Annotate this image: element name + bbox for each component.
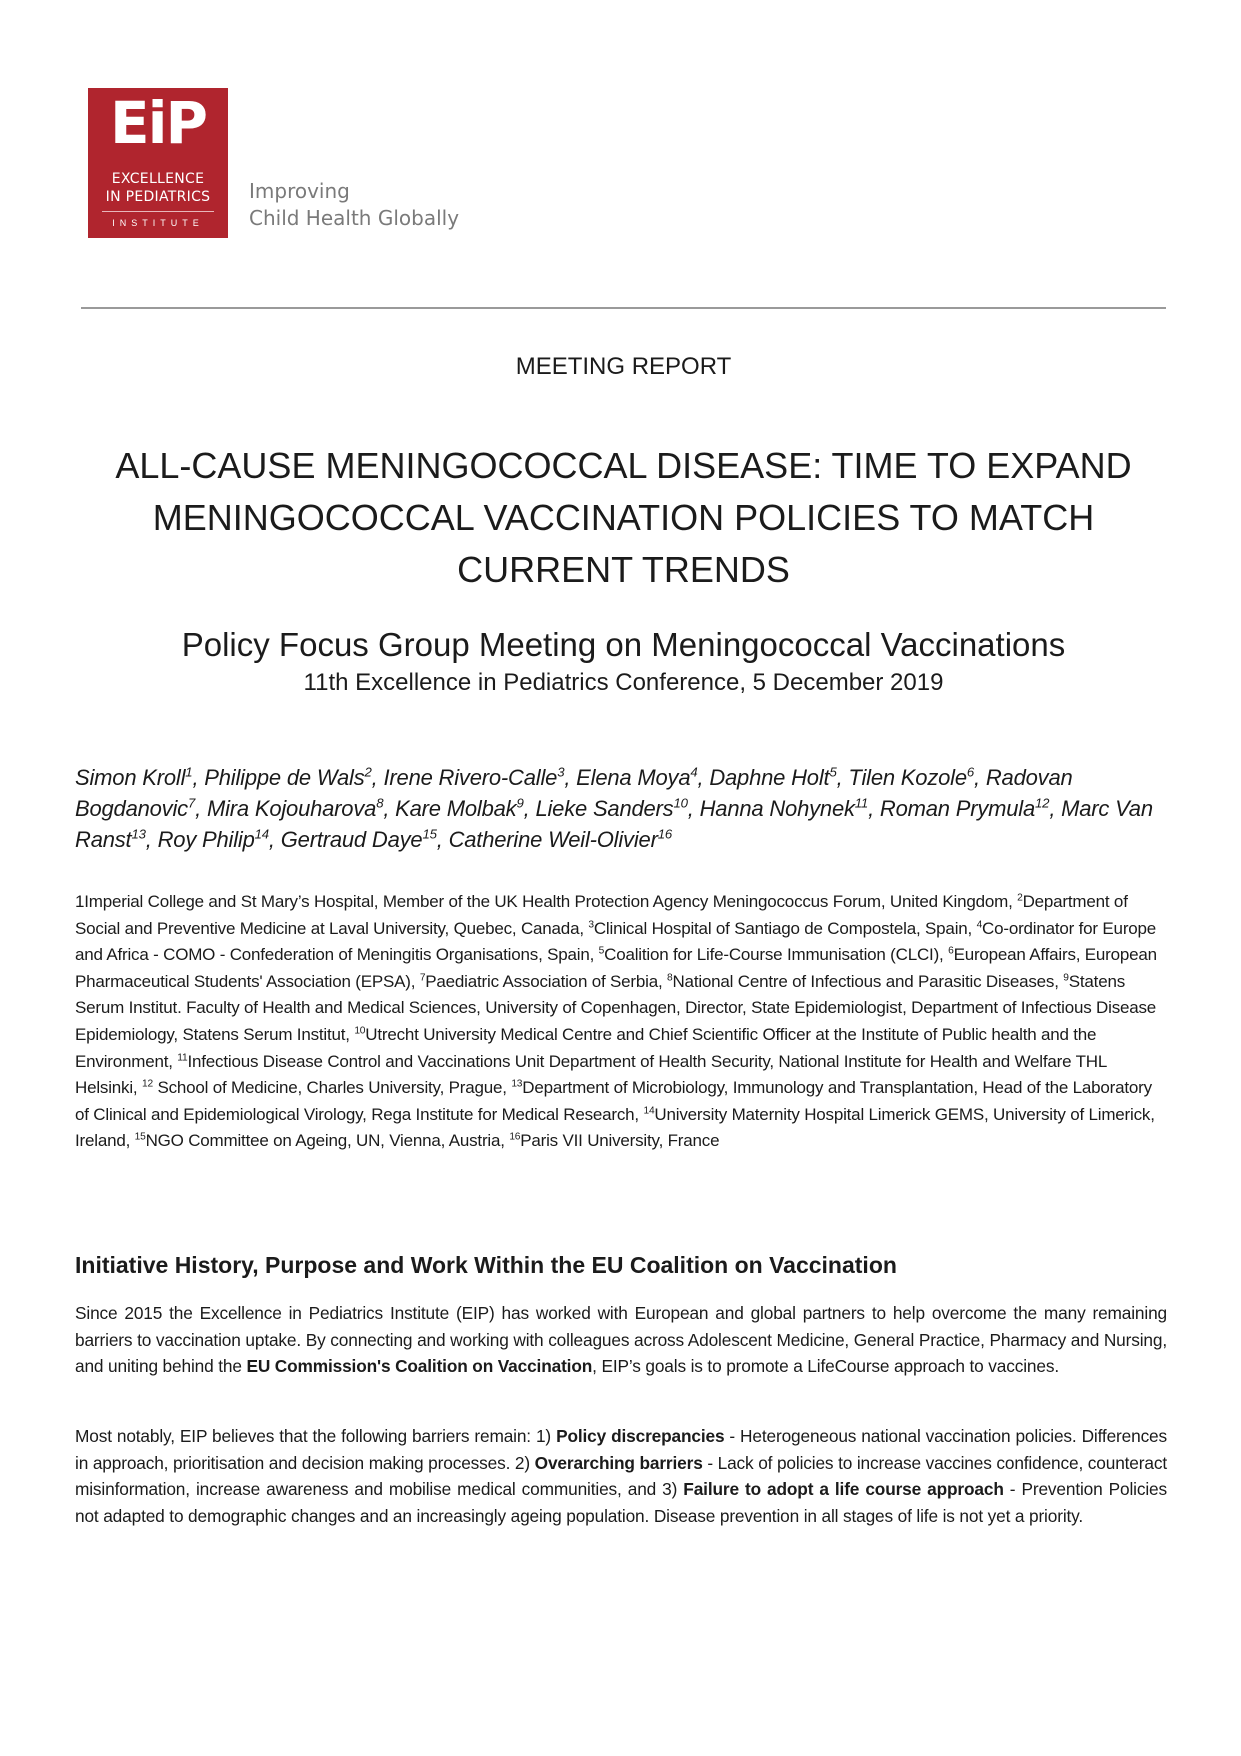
author-affiliation-mark: 4	[690, 764, 698, 780]
logo-divider	[102, 211, 214, 212]
affiliation-mark: 7	[419, 972, 426, 984]
author-name: Elena Moya	[576, 765, 691, 790]
author-affiliation-mark: 6	[966, 764, 975, 780]
section-heading: Initiative History, Purpose and Work Within the EU Coalition on Vaccination	[75, 1252, 897, 1278]
author-name: Daphne Holt	[709, 765, 830, 790]
affiliation-text: Coalition for Life-Course Immunisation (CLCI),	[604, 945, 944, 965]
affiliation-text: Department of Microbiology, Immunology and Transplantation, Head of the Laboratory of Clinical and Epidemiological Virology, Rega Institute for Medical Research,	[75, 1078, 1152, 1124]
affiliation-mark: 11	[177, 1051, 188, 1063]
affiliation-text: National Centre of Infectious and Parasitic Diseases,	[672, 971, 1059, 991]
author-affiliation-mark: 11	[854, 795, 869, 811]
logo-line-institute: INSTITUTE	[112, 218, 204, 228]
paragraph-text: , EIP’s goals is to promote a LifeCourse approach to vaccines.	[592, 1356, 1059, 1377]
emphasis-text: Overarching barriers	[534, 1452, 703, 1473]
author-name: Philippe de Wals	[204, 765, 365, 790]
conference-line: 11th Excellence in Pediatrics Conference, 5 December 2019	[303, 669, 944, 696]
author-affiliation-mark: 2	[364, 764, 372, 780]
affiliation-mark: 8	[667, 972, 673, 984]
author-affiliation-mark: 15	[422, 826, 437, 842]
author-name: Lieke Sanders	[535, 796, 674, 821]
logo-line-excellence: EXCELLENCE	[111, 171, 205, 187]
author-affiliation-mark: 10	[673, 795, 688, 811]
affiliation-mark: 12	[141, 1078, 153, 1090]
author-name: Irene Rivero-Calle	[383, 765, 558, 790]
affiliation-mark: 10	[354, 1025, 366, 1037]
report-subtitle: Policy Focus Group Meeting on Meningococcal Vaccinations	[181, 626, 1066, 663]
author-affiliation-mark: 1	[185, 764, 193, 780]
affiliation-text: NGO Committee on Ageing, UN, Vienna, Austria,	[145, 1131, 505, 1151]
section-paragraph-2	[75, 1423, 1167, 1529]
affiliation-mark: 4	[976, 918, 983, 930]
author-affiliation-mark: 8	[376, 795, 384, 811]
tagline-line-2: Child Health Globally	[249, 206, 460, 230]
author-affiliation-mark: 3	[557, 764, 565, 780]
author-name: Tilen Kozole	[848, 765, 967, 790]
author-affiliation-mark: 13	[131, 826, 146, 842]
affiliation-text: 1Imperial College and St Mary’s Hospital, Member of the UK Health Protection Agency Meningococcus Forum, United Kingdom,	[75, 892, 1013, 911]
report-kicker: MEETING REPORT	[515, 353, 732, 380]
affiliation-text: Paediatric Association of Serbia,	[425, 971, 663, 991]
affiliation-mark: 15	[134, 1131, 146, 1143]
affiliation-mark: 16	[509, 1131, 521, 1143]
affiliation-mark: 6	[948, 945, 954, 957]
affiliations	[75, 889, 1170, 1155]
affiliation-text: Utrecht University Medical Centre and Chief Scientific Officer at the Institute of Public health and the Environment,	[75, 1024, 1097, 1071]
affiliation-text: School of Medicine, Charles University, Prague,	[152, 1078, 507, 1098]
author-name: Mira Kojouharova	[206, 796, 377, 821]
author-affiliation-mark: 16	[657, 826, 672, 842]
paragraph-text: - Heterogeneous national vaccination policies. Differences in approach, prioritisation and decision making processes. 2)	[75, 1426, 1168, 1473]
affiliation-mark: 5	[598, 945, 605, 957]
author-name: Radovan Bogdanovic	[75, 765, 1073, 821]
author-affiliation-mark: 5	[829, 764, 837, 780]
logo-line-in-pediatrics: IN PEDIATRICS	[105, 189, 211, 205]
author-name: Gertraud Daye	[280, 827, 423, 852]
affiliation-mark: 9	[1063, 972, 1069, 984]
author-name: Marc Van Ranst	[75, 796, 1153, 852]
affiliation-mark: 2	[1017, 892, 1023, 904]
author-affiliation-mark: 14	[254, 826, 269, 842]
affiliation-text: Infectious Disease Control and Vaccinations Unit Department of Health Security, National Institute for Health and Welfare THL Helsinki,	[75, 1051, 1107, 1098]
emphasis-text: EU Commission's Coalition on Vaccination	[246, 1356, 593, 1377]
emphasis-text: Policy discrepancies	[556, 1426, 725, 1446]
author-affiliation-mark: 7	[187, 795, 196, 811]
header-divider	[81, 307, 1166, 309]
author-name: Kare Molbak	[395, 796, 517, 821]
affiliation-text: Statens Serum Institut. Faculty of Health and Medical Sciences, University of Copenhagen, Director, State Epidemiologist, Department of Infectious Disease Epidemiology, Statens Serum Institut,	[75, 971, 1157, 1044]
logo-wordmark: EiP	[109, 89, 206, 157]
paragraph-text: - Lack of policies to increase vaccines confidence, counteract misinformation, increase awareness and mobilise medical communities, and 3)	[75, 1452, 1167, 1500]
author-name: Hanna Nohynek	[699, 796, 855, 821]
author-name: Roy Philip	[157, 827, 255, 852]
section-paragraph-1	[75, 1300, 1167, 1380]
paragraph-text: Most notably, EIP believes that the following barriers remain: 1)	[75, 1426, 557, 1446]
report-title: ALL-CAUSE MENINGOCOCCAL DISEASE: TIME TO EXPAND MENINGOCOCCAL VACCINATION POLICIES TO MATCH CURRENT TRENDS	[115, 445, 1132, 590]
affiliation-text: European Affairs, European Pharmaceutical Students' Association (EPSA),	[75, 945, 1157, 991]
eip-logo	[88, 88, 228, 238]
affiliation-text: Department of Social and Preventive Medicine at Laval University, Quebec, Canada,	[75, 892, 1128, 938]
tagline	[249, 178, 459, 232]
author-affiliation-mark: 9	[516, 795, 524, 811]
affiliation-text: Co-ordinator for Europe and Africa - COMO - Confederation of Meningitis Organisations, Spain,	[75, 918, 1157, 965]
paragraph-text: - Prevention Policies not adapted to demographic changes and an increasingly ageing population. Disease prevention in all stages of life is not yet a priority.	[75, 1479, 1167, 1526]
author-affiliation-mark: 12	[1035, 795, 1050, 811]
author-name: Catherine Weil-Olivier	[448, 827, 658, 852]
tagline-line-1: Improving	[249, 179, 350, 203]
affiliation-text: Paris VII University, France	[520, 1131, 720, 1151]
emphasis-text: Failure to adopt a life course approach	[683, 1479, 1004, 1500]
affiliation-mark: 14	[643, 1105, 655, 1117]
affiliation-mark: 13	[511, 1078, 523, 1090]
author-name: Roman Prymula	[879, 796, 1036, 821]
author-list: Simon Kroll$^1$, Philippe de Wals$^2$, Irene Rivero-Calle$^3$, Elena Moya$^4$, Daphne Holt$^5$, Tilen Kozole$^6$, Radovan Bogdanovic$^7$, Mira Kojouharova$^8$, Kare Molbak$^9$, Lieke Sanders$^{10}$, Hanna Nohynek$^{11}$, Roman Prymula$^{12}$, Marc Van Ranst$^{13}$, Roy Philip$^{14}$, Gertraud Daye$^{15}$, Catherine Weil-Olivier$^{16}$	[75, 764, 1153, 852]
affiliation-mark: 3	[588, 918, 594, 930]
author-name: Simon Kroll	[75, 765, 186, 790]
affiliation-text: Clinical Hospital of Santiago de Compostela, Spain,	[593, 918, 973, 938]
affiliation-text: University Maternity Hospital Limerick GEMS, University of Limerick, Ireland,	[75, 1104, 1155, 1151]
paragraph-text: Since 2015 the Excellence in Pediatrics Institute (EIP) has worked with European and global partners to help overcome the many remaining barriers to vaccination uptake. By connecting and working with colleagues across Adolescent Medicine, General Practice, Pharmacy and Nursing, and uniting behind the	[75, 1303, 1167, 1377]
